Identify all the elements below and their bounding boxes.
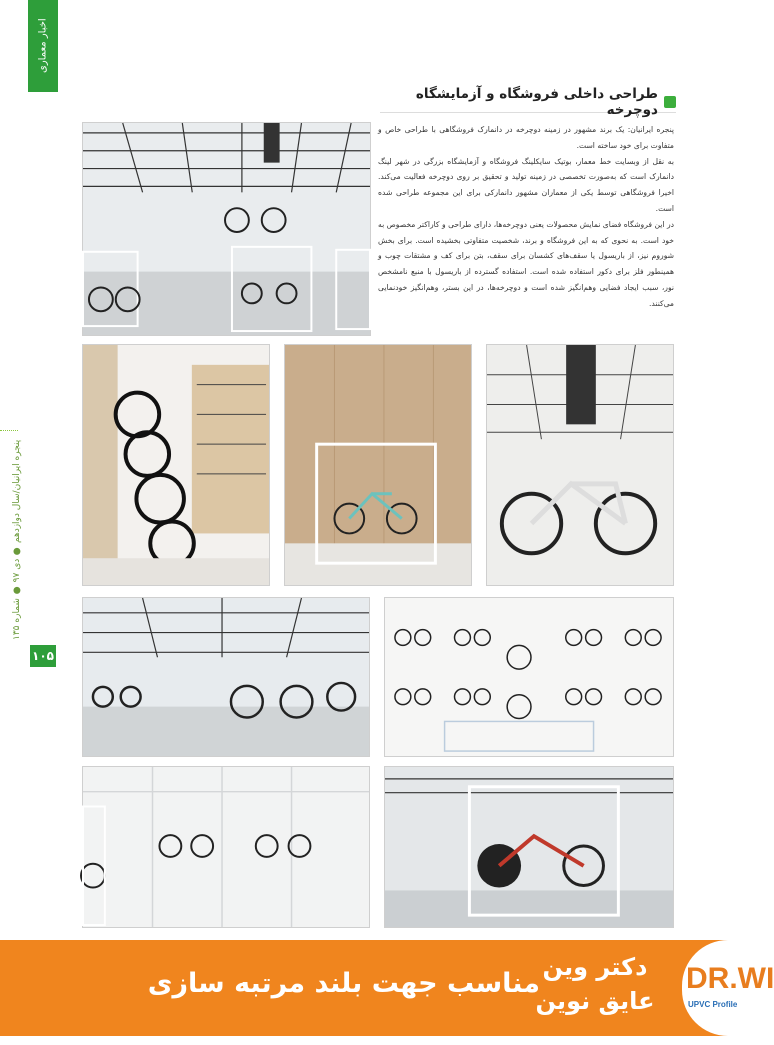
banner-slogan: مناسب جهت بلند مرتبه سازی xyxy=(147,968,540,999)
photo-bike-in-frame xyxy=(284,344,472,586)
photo-tt-bike-showcase xyxy=(384,766,674,928)
paragraph: به نقل از وبسایت خط معمار، بوتیک سایکلینگ فروشگاه و آزمایشگاه بزرگی در شهر لینگ دانمارک است که به‌صورت تخصصی در زمینه تولید و تحقیق بر روی دوچرخه فعالیت می‌کند. اخیرا فروشگاهی توسط یکی از معماران مشهور دانمارکی برای این مجموعه طراحی شده است. xyxy=(378,156,674,213)
brand-line-1: دکتر وین xyxy=(542,953,648,981)
logo-text: DR.WI xyxy=(686,962,774,995)
photo-showroom-ceiling xyxy=(82,597,370,757)
brand-line-2: عایق نوین xyxy=(535,987,655,1015)
photo-suspended-bike xyxy=(486,344,674,586)
article-title: طراحی داخلی فروشگاه و آزمایشگاه دوچرخه xyxy=(415,86,658,118)
article-body xyxy=(378,122,674,312)
drwin-logo xyxy=(682,940,774,1036)
page-number: ۱۰۵ xyxy=(30,645,56,667)
title-marker-icon xyxy=(664,96,676,108)
section-tab: اخبار معماری xyxy=(28,0,58,92)
article-title-bar xyxy=(380,86,676,118)
issue-info: پنجره ایرانیان/سال دوازدهم ● دی ۹۷ ● شماره ۱۳۵ xyxy=(12,439,22,640)
bottom-margin xyxy=(0,1036,762,1045)
advertisement-banner xyxy=(0,940,774,1036)
paragraph: در این فروشگاه فضای نمایش محصولات یعنی دوچرخه‌ها، دارای طراحی و کاراکتر مخصوص به خود است. به نحوی که به این فروشگاه و برند، شخصیت متفاوتی بخشیده است. برای بخش شوروم نیز، از باریسول یا سقف‌های کشسان برای سقف، بتن برای کف و مشتقات چوب و همینطور فلز برای دکور استفاده شده است. استفاده گسترده از باریسول با منبع نامشخص نور، سبب ایجاد فضایی وهم‌انگیز شده است و دوچرخه‌ها، در این بستر، وهم‌انگیز خودنمایی می‌کنند. xyxy=(378,219,674,308)
paragraph: پنجره ایرانیان: یک برند مشهور در زمینه دوچرخه در دانمارک فروشگاهی با طراحی خاص و متفاوت برای خود ساخته است. xyxy=(378,125,674,150)
photo-showroom-overview xyxy=(82,122,371,336)
logo-subtext: UPVC Profile xyxy=(688,1000,738,1009)
side-divider xyxy=(0,430,18,431)
photo-wall-mounted-bikes xyxy=(82,344,270,586)
photo-bike-display-wall xyxy=(384,597,674,757)
banner-brand xyxy=(520,950,670,1018)
photo-white-lightbox-wall xyxy=(82,766,370,928)
